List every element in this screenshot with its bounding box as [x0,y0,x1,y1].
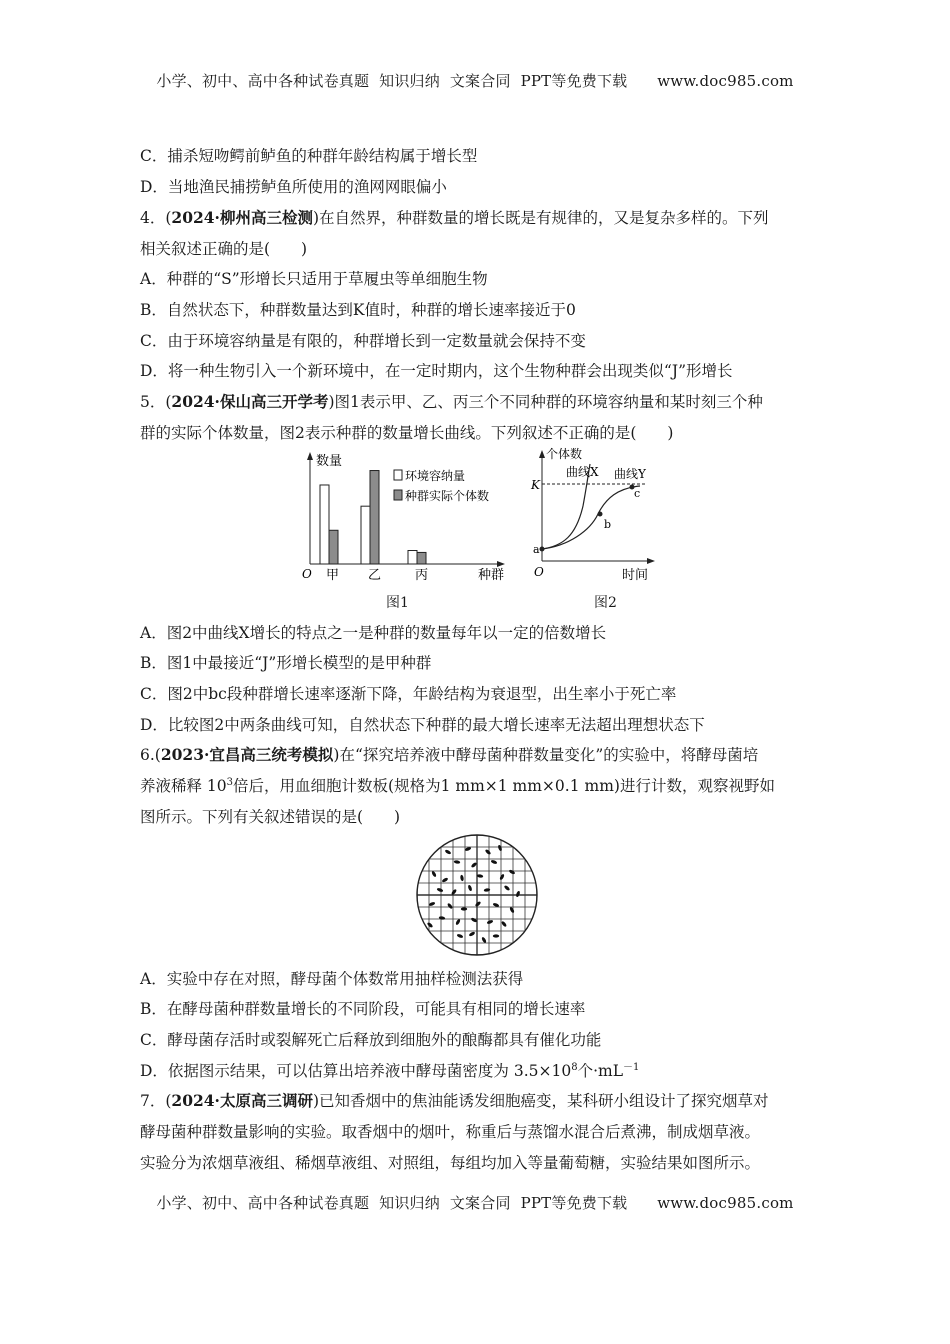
yeast-cell [428,901,435,906]
q4-stem-line2: 相关叙述正确的是( ) [140,240,308,258]
q6-dilution-exponent: 3 [226,776,234,788]
fig1-caption: 图1 [386,595,409,611]
fig2-point-b [598,512,603,517]
q6-stem-text2b: 倍后，用血细胞计数板(规格为1 mm×1 mm×0.1 mm)进行计数，观察视野如 [233,777,775,795]
header-text: 小学、初中、高中各种试卷真题 知识归纳 文案合同 PPT等免费下载 [156,72,628,90]
yeast-cell [431,870,437,877]
q5-stem-line2: 群的实际个体数量，图2表示种群的数量增长曲线。下列叙述不正确的是( ) [140,424,674,442]
fig2-y-arrow [539,450,545,458]
fig1-legend-swatch-actual [394,490,402,500]
q4-number: 4．( [140,209,172,227]
fig1-category-label: 丙 [415,568,429,583]
fig1-x-label: 种群 [478,568,505,583]
q6-option-d [140,1059,639,1081]
q6-stem-line1 [140,743,758,765]
q7-stem-text1: )已知香烟中的焦油能诱发细胞癌变，某科研小组设计了探究烟草对 [312,1092,769,1110]
q5-source: 2024·保山高三开学考 [171,392,329,411]
q4-option-d: D．将一种生物引入一个新环境中，在一定时期内，这个生物种群会出现类似“J”形增长 [140,362,733,380]
q6-option-c: C．酵母菌存活时或裂解死亡后释放到细胞外的酿酶都具有催化功能 [140,1031,602,1049]
fig1-bar-actual [329,530,338,564]
fig1-y-arrow [307,452,313,460]
fig1-legend-swatch-capacity [394,470,402,480]
yeast-cell [508,869,515,875]
header-url[interactable]: www.doc985.com [657,72,794,90]
yeast-cell [454,860,461,864]
q7-stem-line1 [140,1089,769,1111]
fig2-label-b: b [604,518,612,531]
q3-option-c: C．捕杀短吻鳄前鲈鱼的种群年龄结构属于增长型 [140,147,478,165]
yeast-cell [485,849,492,856]
q3-option-d: D．当地渔民捕捞鲈鱼所使用的渔网网眼偏小 [140,178,447,196]
fig2-caption: 图2 [594,595,617,611]
fig1-origin: O [302,567,312,581]
fig2-label-a: a [533,543,540,556]
fig1-category-label: 甲 [326,568,340,583]
fig2-curve-x-label: 曲线X [566,465,599,479]
fig2-curve-y-label: 曲线Y [614,467,646,481]
figure-1-bar-chart [298,448,513,588]
yeast-cell [481,936,487,943]
fig2-x-arrow [647,558,655,564]
figure-2-growth-curves [528,446,658,588]
q6-source: 2023·宜昌高三统考模拟 [160,745,334,764]
q7-number: 7．( [140,1092,172,1110]
q6-stem-line2 [140,774,775,796]
yeast-cell [493,934,499,937]
fig1-legend-capacity: 环境容纳量 [405,469,466,483]
q6-stem-text2a: 养液稀释 10 [140,777,227,795]
q6-number: 6.( [140,746,161,764]
q5-option-a: A．图2中曲线X增长的特点之一是种群的数量每年以一定的倍数增长 [140,624,607,642]
fig1-bar-capacity [320,485,329,564]
fig1-x-arrow [497,561,505,567]
fig2-point-a [540,547,545,552]
yeast-cell [501,921,508,928]
q5-option-b: B．图1中最接近“J”形增长模型的是甲种群 [140,654,432,672]
q5-option-d: D．比较图2中两条曲线可知，自然状态下种群的最大增长速率无法超出理想状态下 [140,716,705,734]
q6-option-d-unit-exponent: －1 [623,1061,640,1073]
fig2-y-label: 个体数 [546,447,583,461]
fig2-origin: O [534,565,544,579]
yeast-cell [475,901,482,908]
yeast-cell [486,919,493,924]
yeast-cell [504,885,511,892]
page-footer [0,1192,950,1213]
fig1-legend-actual: 种群实际个体数 [405,489,490,503]
yeast-cell [515,890,520,897]
fig1-category-label: 乙 [368,568,382,583]
q6-stem-text1: )在“探究培养液中酵母菌种群数量变化”的实验中，将酵母菌培 [333,746,759,764]
q4-option-c: C．由于环境容纳量是有限的，种群增长到一定数量就会保持不变 [140,332,586,350]
fig1-bar-capacity [361,506,370,564]
fig1-y-label: 数量 [316,454,343,469]
yeast-cell [427,922,434,929]
q5-option-c: C．图2中bc段种群增长速率逐渐下降，年龄结构为衰退型，出生率小于死亡率 [140,685,677,703]
q7-stem-line2: 酵母菌种群数量影响的实验。取香烟中的烟叶，称重后与蒸馏水混合后煮沸，制成烟草液。 [140,1123,761,1141]
yeast-cell [467,884,472,891]
fig2-x-label: 时间 [622,568,649,583]
q6-stem-line3: 图所示。下列有关叙述错误的是( ) [140,808,401,826]
hemocytometer-view [412,832,542,958]
q5-number: 5．( [140,393,172,411]
q6-option-d-exponent: 8 [571,1061,578,1073]
q6-option-d-unit: 个·mL [577,1062,624,1080]
q4-stem-line1 [140,206,769,228]
yeast-cell [499,873,505,880]
yeast-cell [484,888,491,892]
fig2-label-c: c [634,487,641,500]
q5-stem-text1: )图1表示甲、乙、丙三个不同种群的环境容纳量和某时刻三个种 [328,393,763,411]
q6-option-d-text: D．依据图示结果，可以估算出培养液中酵母菌密度为 3.5×10 [140,1062,572,1080]
yeast-cell [468,931,475,937]
footer-url[interactable]: www.doc985.com [657,1194,794,1212]
q5-stem-line1 [140,390,763,412]
yeast-cell [447,903,454,910]
hemocytometer-grid [412,832,542,958]
yeast-cell [497,844,502,851]
q4-option-a: A．种群的“S”形增长只适用于草履虫等单细胞生物 [140,270,488,288]
yeast-cell [490,859,497,864]
yeast-cell [461,907,467,910]
fig2-k-label: K [531,478,540,492]
yeast-cell [455,918,461,925]
fig2-curve-y [542,486,640,549]
page-header [0,70,950,91]
yeast-cell [439,916,446,920]
q4-stem-text1: )在自然界，种群数量的增长既是有规律的，又是复杂多样的。下列 [312,209,769,227]
q4-source: 2024·柳州高三检测 [171,208,313,227]
yeast-cell [509,906,515,913]
q7-stem-line3: 实验分为浓烟草液组、稀烟草液组、对照组，每组均加入等量葡萄糖，实验结果如图所示。 [140,1154,761,1172]
fig1-bar-capacity [408,551,417,564]
footer-text: 小学、初中、高中各种试卷真题 知识归纳 文案合同 PPT等免费下载 [156,1194,628,1212]
yeast-cell [460,875,464,882]
fig1-bar-actual [417,552,426,564]
yeast-cell [456,933,463,938]
yeast-cell [441,877,448,883]
yeast-cell [444,849,451,855]
fig1-bar-actual [370,471,379,564]
yeast-cell [436,887,443,892]
q6-option-b: B．在酵母菌种群数量增长的不同阶段，可能具有相同的增长速率 [140,1000,586,1018]
q4-option-b: B．自然状态下，种群数量达到K值时，种群的增长速率接近于0 [140,301,576,319]
q7-source: 2024·太原高三调研 [171,1091,313,1110]
q6-option-a: A．实验中存在对照，酵母菌个体数常用抽样检测法获得 [140,970,524,988]
